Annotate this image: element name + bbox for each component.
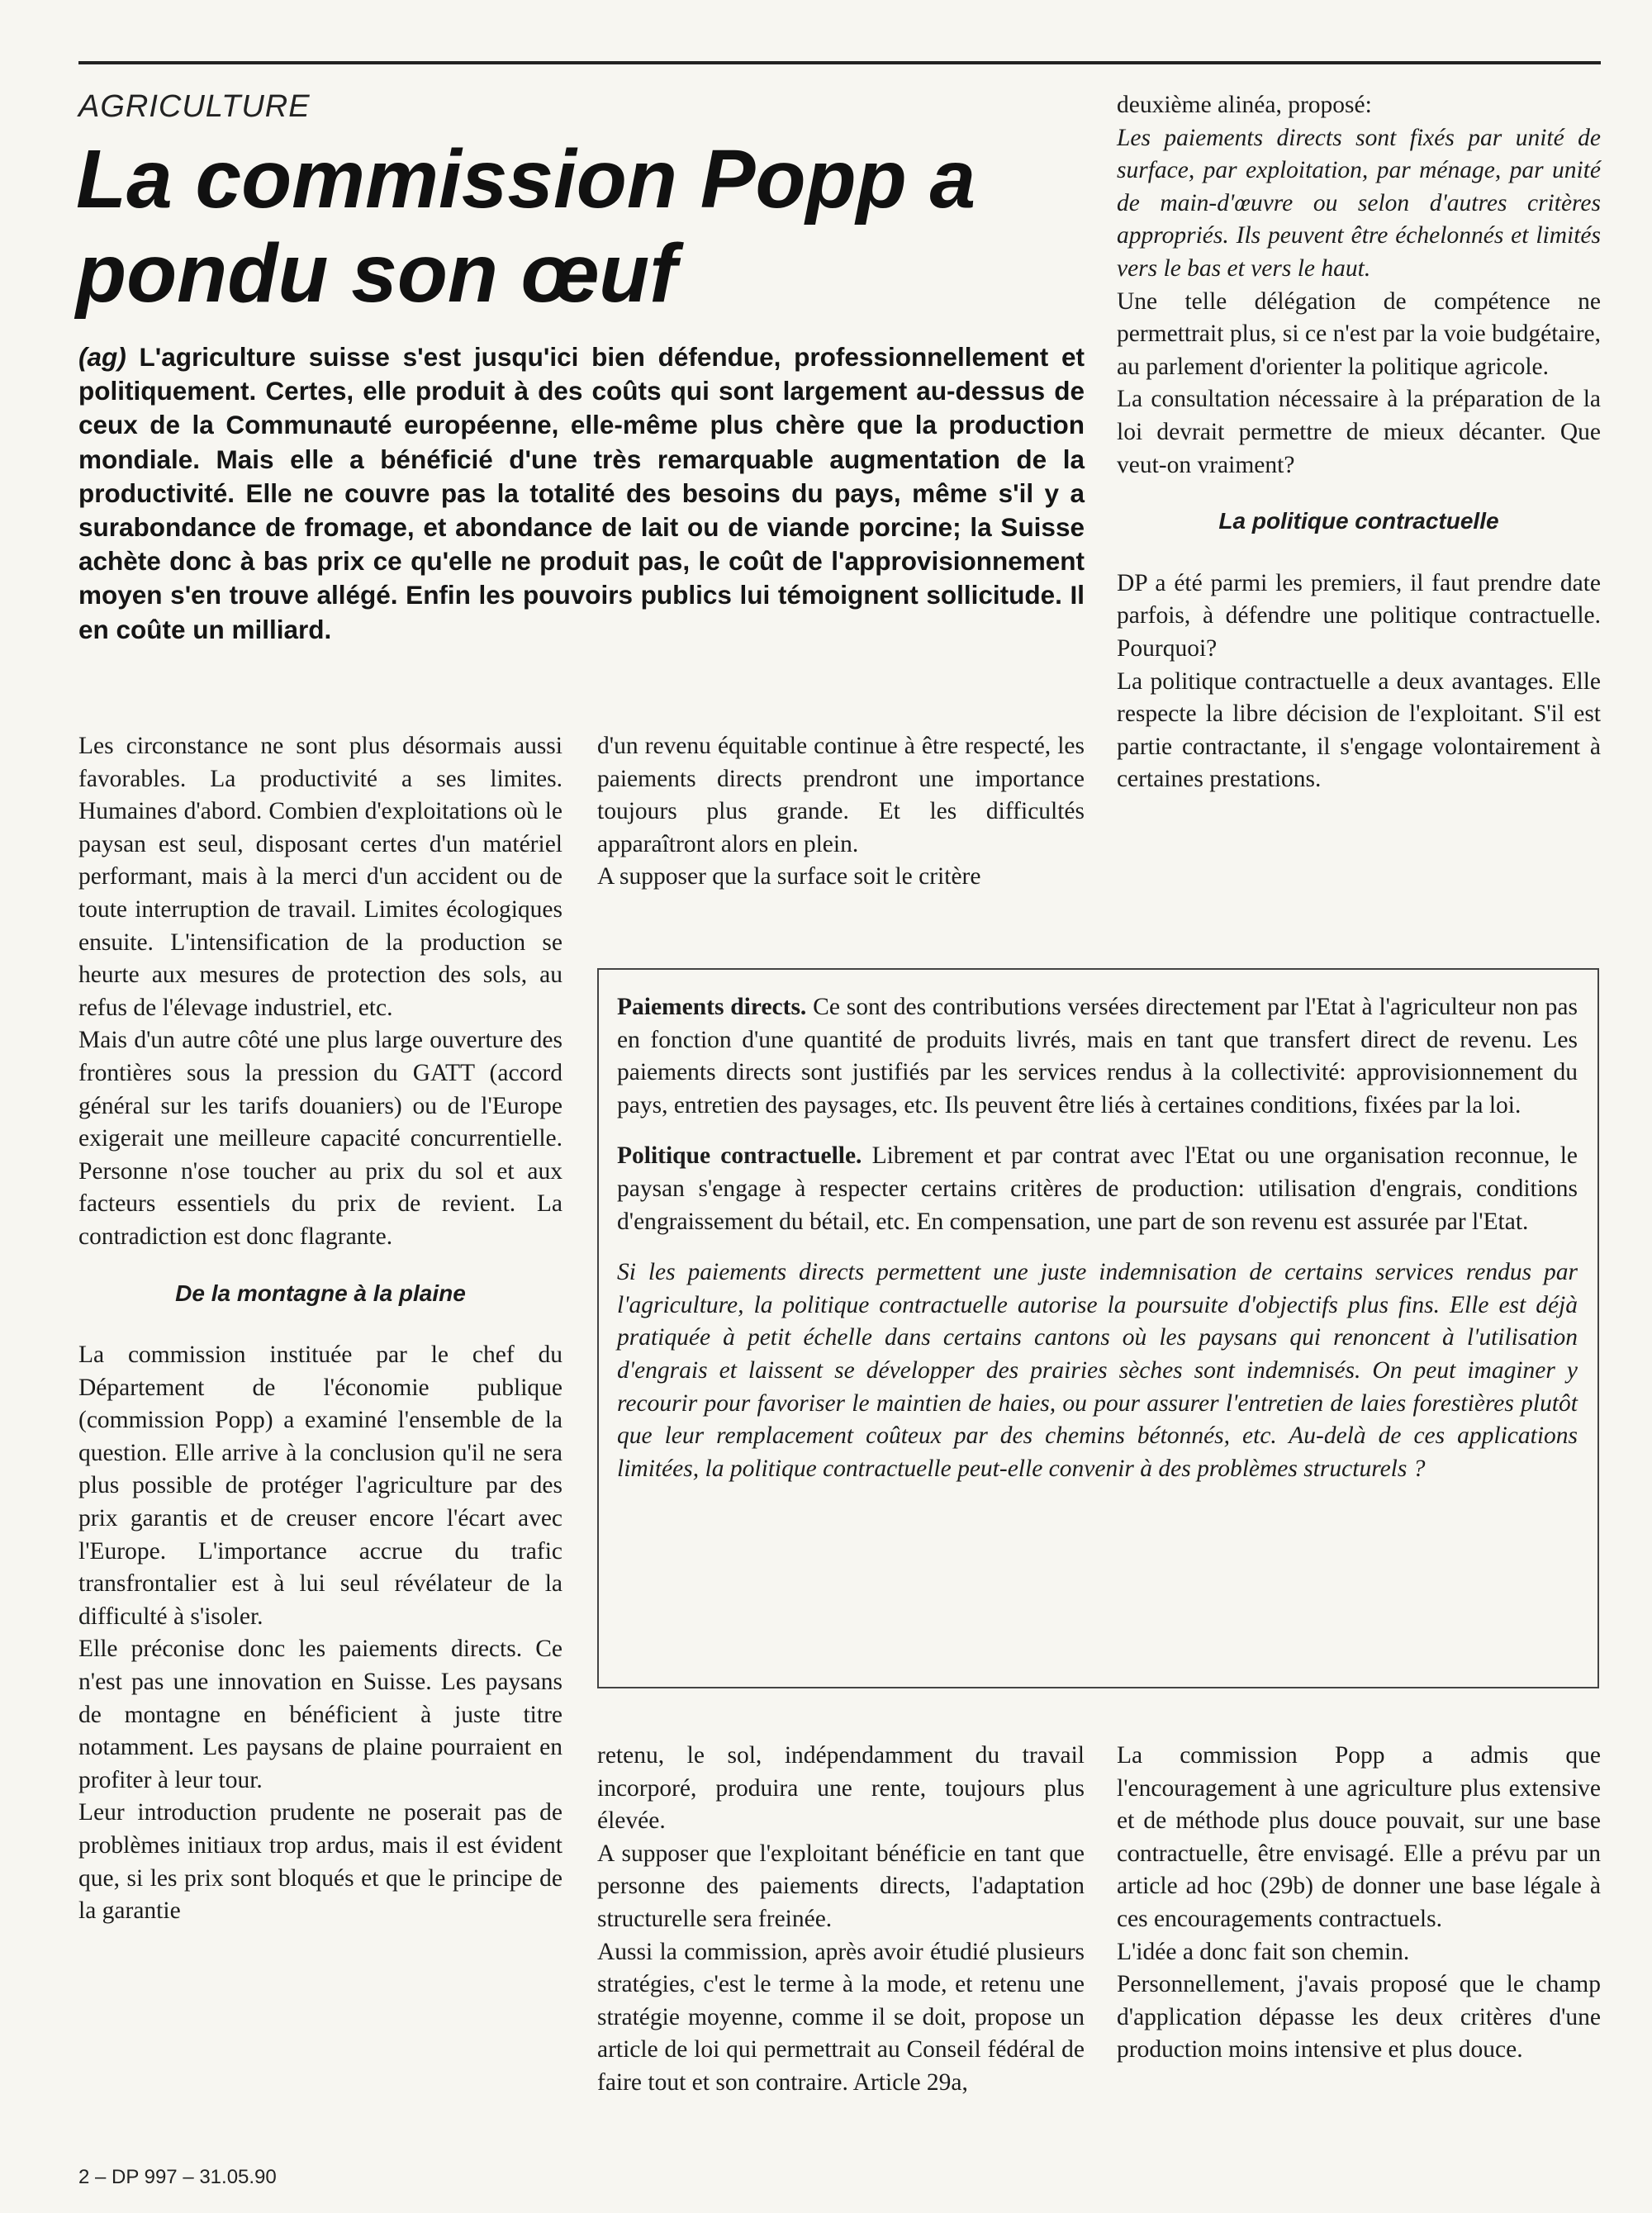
term-politique-contractuelle: Politique contractuelle.	[617, 1142, 862, 1170]
col2-bottom-paragraph-2: A supposer que l'exploitant bénéficie en tant que personne des paiements directs, l'adaptation structurelle sera freinée.	[597, 1840, 1085, 1932]
col1-paragraph-5: Leur introduction prudente ne poserait pas de problèmes initiaux trop ardus, mais il est évident que, si les prix sont bloqués et que le principe de la garantie	[78, 1799, 563, 1925]
col3-top-paragraph-5: DP a été parmi les premiers, il faut prendre date parfois, à défendre une politique contractuelle. Pourquoi?	[1117, 569, 1601, 662]
col2-bottom-paragraph-1: retenu, le sol, indépendamment du travail incorporé, produira une rente, toujours plus élevée.	[597, 1742, 1085, 1835]
article-headline	[76, 132, 1067, 321]
page-footer: 2 – DP 997 – 31.05.90	[78, 2166, 277, 2188]
lead-paragraph	[78, 340, 1085, 647]
col1-paragraph-2: Mais d'un autre côté une plus large ouverture des frontières sous la pression du GATT (accord général sur les tarifs douaniers) ou de l'Europe exigerait une meilleure capacité concurrentielle. Personne n'ose toucher au prix du sol et aux facteurs essentiels du prix de revient. La contradiction est donc flagrante.	[78, 1027, 563, 1250]
def-politique-contractuelle: Librement et par contrat avec l'Etat ou une organisation reconnue, le paysan s'engage à respecter certains critères de production: utilisation d'engrais, conditions d'engraissement du bétail, etc. En compensation, une part de son revenu est assurée par l'Etat.	[617, 1142, 1578, 1235]
definition-paiements-directs	[617, 991, 1578, 1122]
col3-top-paragraph-3: Une telle délégation de compétence ne permettrait plus, si ce n'est par la voie budgétaire, au parlement d'orienter la politique agricole.	[1117, 287, 1601, 380]
col1-paragraph-4: Elle préconise donc les paiements directs. Ce n'est pas une innovation en Suisse. Les paysans de montagne en bénéficient à juste titre notamment. Les paysans de plaine pourraient en profiter à leur tour.	[78, 1636, 563, 1793]
term-paiements-directs: Paiements directs.	[617, 994, 807, 1020]
col3-bottom-paragraph-1: La commission Popp a admis que l'encouragement à une agriculture plus extensive et de méthode plus douce pouvait, sur une base contractuelle, être envisagé. Elle a prévu par un article ad hoc (29b) de donner une base légale à ces encouragements contractuels.	[1117, 1742, 1601, 1932]
column-2-bottom	[597, 1740, 1085, 2100]
top-rule	[78, 61, 1601, 64]
section-label: AGRICULTURE	[78, 89, 311, 124]
column-3-bottom	[1117, 1740, 1601, 2067]
col2-top-paragraph-2: A supposer que la surface soit le critère	[597, 863, 981, 890]
col3-bottom-paragraph-3: Personnellement, j'avais proposé que le champ d'application dépasse les deux critères d'une production moins intensive et plus douce.	[1117, 1971, 1601, 2063]
infobox-italic-note: Si les paiements directs permettent une juste indemnisation de certains services rendus par l'agriculture, la politique contractuelle autorise la poursuite d'objectifs plus fins. Elle est déjà pratiquée à petit échelle dans certains cantons où les paysans qui renoncent à l'utilisation d'engrais et laissent se développer des prairies sèches sont indemnisés. On peut imaginer y recourir pour favoriser le maintien de haies, ou pour assurer l'entretien de laies forestières plutôt que leur remplacement coûteux par des chemins bétonnés, etc. Au-delà de ces applications limitées, la politique contractuelle peut-elle convenir à des problèmes structurels ?	[617, 1259, 1578, 1482]
col3-top-paragraph-4: La consultation nécessaire à la préparation de la loi devrait permettre de mieux décanter. Que veut-on vraiment?	[1117, 386, 1601, 478]
col1-paragraph-3: La commission instituée par le chef du Département de l'économie publique (commission Popp) a examiné l'ensemble de la question. Elle arrive à la conclusion qu'il ne sera plus possible de protéger l'agriculture par des prix garantis et de creuser encore l'écart avec l'Europe. L'importance accrue du trafic transfrontalier est à lui seul révélateur de la difficulté à s'isoler.	[78, 1342, 563, 1630]
col3-bottom-paragraph-2: L'idée a donc fait son chemin.	[1117, 1938, 1410, 1965]
article-29a-quote: Les paiements directs sont fixés par unité de surface, par exploitation, par ménage, par unité de main-d'œuvre ou selon d'autres critères appropriés. Ils peuvent être échelonnés et limités vers le bas et vers le haut.	[1117, 124, 1601, 282]
subhead-politique-contractuelle: La politique contractuelle	[1218, 508, 1499, 534]
column-1	[78, 730, 563, 1928]
col3-top-paragraph-6: La politique contractuelle a deux avantages. Elle respecte la libre décision de l'exploitant. S'il est partie contractante, il s'engage volontairement à certaines prestations.	[1117, 667, 1601, 793]
col2-top-paragraph-1: d'un revenu équitable continue à être respecté, les paiements directs prendront une importance toujours plus grande. Et les difficultés apparaîtront alors en plein.	[597, 733, 1085, 857]
headline-line-1: La commission Popp a	[76, 133, 976, 226]
lead-tag: (ag)	[78, 342, 126, 372]
column-3-top	[1117, 89, 1601, 796]
definition-politique-contractuelle	[617, 1140, 1578, 1238]
subhead-montagne: De la montagne à la plaine	[175, 1280, 466, 1306]
headline-line-2: pondu son œuf	[76, 227, 677, 320]
column-2-top	[597, 730, 1085, 894]
def-paiements-directs: Ce sont des contributions versées directement par l'Etat à l'agriculteur non pas en fonction d'une quantité de produits livrés, mais en tant que transfert direct de revenu. Les paiements directs sont justifiés par les services rendus à la collectivité: approvisionnement du pays, entretien des paysages, etc. Ils peuvent être liés à certaines conditions, fixées par la loi.	[617, 994, 1578, 1118]
definitions-box	[597, 968, 1599, 1688]
col1-paragraph-1: Les circonstance ne sont plus désormais aussi favorables. La productivité a ses limites. Humaines d'abord. Combien d'exploitations où le paysan est seul, disposant certes d'un matériel performant, mais à la merci d'un accident ou de toute interruption de travail. Limites écologiques ensuite. L'intensification de la production se heurte aux mesures de protection des sols, au refus de l'élevage industriel, etc.	[78, 733, 563, 1021]
col3-top-paragraph-1: deuxième alinéa, proposé:	[1117, 92, 1372, 118]
lead-text: L'agriculture suisse s'est jusqu'ici bien défendue, professionnellement et politiquement. Certes, elle produit à des coûts qui sont largement au-dessus de ceux de la Communauté européenne, elle-même plus chère que la production mondiale. Mais elle a bénéficié d'une très remarquable augmentation de la productivité. Elle ne couvre pas la totalité des besoins du pays, même s'il y a surabondance de fromage, et abondance de lait ou de viande porcine; la Suisse achète donc à bas prix ce qu'elle ne produit pas, le coût de l'approvisionnement moyen s'en trouve allégé. Enfin les pouvoirs publics lui témoignent sollicitude. Il en coûte un milliard.	[78, 342, 1085, 644]
col2-bottom-paragraph-3: Aussi la commission, après avoir étudié plusieurs stratégies, c'est le terme à la mode, et retenu une stratégie moyenne, comme il se doit, propose un article de loi qui permettrait au Conseil fédéral de faire tout et son contraire. Article 29a,	[597, 1938, 1085, 2096]
